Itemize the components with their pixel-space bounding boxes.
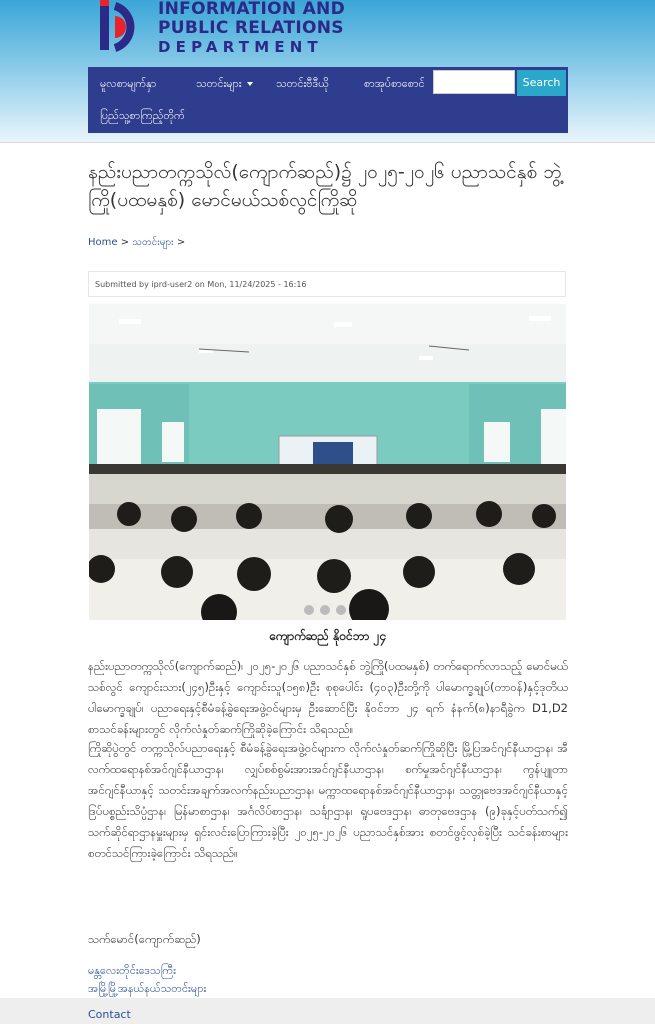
nav-item-home[interactable]: မူလစာမျက်နှာ — [100, 77, 157, 90]
header-divider — [0, 142, 655, 143]
breadcrumb-separator: > — [117, 237, 133, 248]
search-input[interactable] — [433, 70, 515, 94]
department-logo[interactable] — [98, 0, 150, 54]
submitted-info: Submitted by iprd-user2 on Mon, 11/24/2025 - 16:16 — [88, 271, 566, 297]
search-button[interactable]: Search — [517, 70, 566, 96]
brand-line3: DEPARTMENT — [158, 38, 323, 56]
department-name — [158, 0, 345, 57]
brand-line2: PUBLIC RELATIONS — [158, 18, 344, 38]
article-photo — [89, 304, 566, 620]
breadcrumb-news[interactable]: သတင်းများ — [132, 237, 174, 248]
footer-contact-link[interactable]: Contact — [88, 1008, 131, 1021]
nav-item-news-label: သတင်းများ — [196, 77, 242, 90]
article-paragraph-1: နည်းပညာတက္ကသိုလ်(ကျောက်ဆည်)၊ ၂၀၂၅-၂၀၂၆ ပညာသင်နှစ် ဘွဲ့ကြို(ပထမနှစ်) တက်ရောက်လာသည့် မောင်မယ်သစ်လွင် ကျောင်းသား(၂၄၅)ဦးနှင့် ကျောင်းသူ(၁၅၈)ဦး စုစုပေါင်း (၄၀၃)ဦးတို့ကို ပါမောက္ခချုပ်(တာဝန်)နှင့်ဒုတိယပါမောက္ခချုပ်၊ ပညာရေးနှင့်စီမံခန့်ခွဲရေးအဖွဲ့ဝင်များမှ ဦးဆောင်ပြီး နိုဝင်ဘာ ၂၄ ရက် နံနက်(၈)နာရီခွဲက D1,D2 စာသင်ခန်းများတွင် လိုက်လံနှုတ်ဆက်ကြိုဆိုခဲ့ကြောင်း သိရသည်။ — [88, 659, 568, 736]
tag-link-mandalay-region[interactable]: မန္တလေးတိုင်းဒေသကြီး — [88, 964, 176, 977]
brand-line1: INFORMATION AND — [158, 0, 345, 19]
breadcrumb — [88, 235, 185, 250]
breadcrumb-separator: > — [173, 237, 186, 248]
article-paragraph-2: ကြိုဆိုပွဲတွင် တက္ကသိုလ်ပညာရေးနှင့် စီမံခန့်ခွဲရေးအဖွဲ့ဝင်များက လိုက်လံနှုတ်ဆက်ကြိုဆိုပြီး မြို့ပြအင်ဂျင်နီယာဌာန၊ အီလက်ထရောနစ်အင်ဂျင်နီယာဌာန၊ လျှပ်စစ်စွမ်းအားအင်ဂျင်နီယာဌာန၊ စက်မှုအင်ဂျင်နီယာဌာန၊ ကွန်ပျူတာအင်ဂျင်နီယာနှင့် သတင်းအချက်အလက်နည်းပညာဌာန၊ မက္ကာထရောနစ်အင်ဂျင်နီယာဌာန၊ သတ္တုဗေဒအင်ဂျင်နီယာနှင့် ဒြပ်ပစ္စည်းသိပ္ပံဌာန၊ မြန်မာစာဌာန၊ အင်္ဂလိပ်စာဌာန၊ သင်္ချာဌာန၊ ရူပဗေဒဌာန၊ ဓာတုဗေဒဌာန (၉)ခုနှင့်ပတ်သက်၍ သက်ဆိုင်ရာဌာနမှူးများမှ ရှင်းလင်းပြောကြားခဲ့ပြီး ၂၀၂၅-၂၀၂၆ ပညာသင်နှစ်အား စတင်ဖွင့်လှစ်ခဲ့ပြီး သင်ခန်းစာများ စတင်သင်ကြားခဲ့ကြောင်း သိရသည်။ — [88, 741, 568, 860]
nav-item-public-library[interactable]: ပြည်သူ့စာကြည့်တိုက် — [100, 109, 185, 122]
site-header — [0, 0, 655, 142]
breadcrumb-home[interactable]: Home — [88, 237, 118, 248]
tag-link-local-news[interactable]: အမြို့မြို့အနယ်နယ်သတင်းများ — [88, 982, 207, 995]
photo-caption: ကျောက်ဆည် နိုဝင်ဘာ ၂၄ — [268, 629, 387, 643]
nav-item-video-news[interactable]: သတင်းဗီဒီယို — [276, 77, 329, 90]
chevron-down-icon — [247, 82, 253, 86]
article-title: နည်းပညာတက္ကသိုလ်(ကျောက်ဆည်)၌ ၂၀၂၅-၂၀၂၆ ပညာသင်နှစ် ဘွဲ့ကြို(ပထမနှစ်) မောင်မယ်သစ်လွင်ကြိုဆို — [88, 161, 562, 211]
nav-item-news[interactable] — [196, 77, 253, 93]
author-signoff: သက်မောင်(ကျောက်ဆည်) — [88, 932, 201, 946]
nav-item-publications[interactable]: စာအုပ်စာစောင် — [364, 77, 425, 90]
